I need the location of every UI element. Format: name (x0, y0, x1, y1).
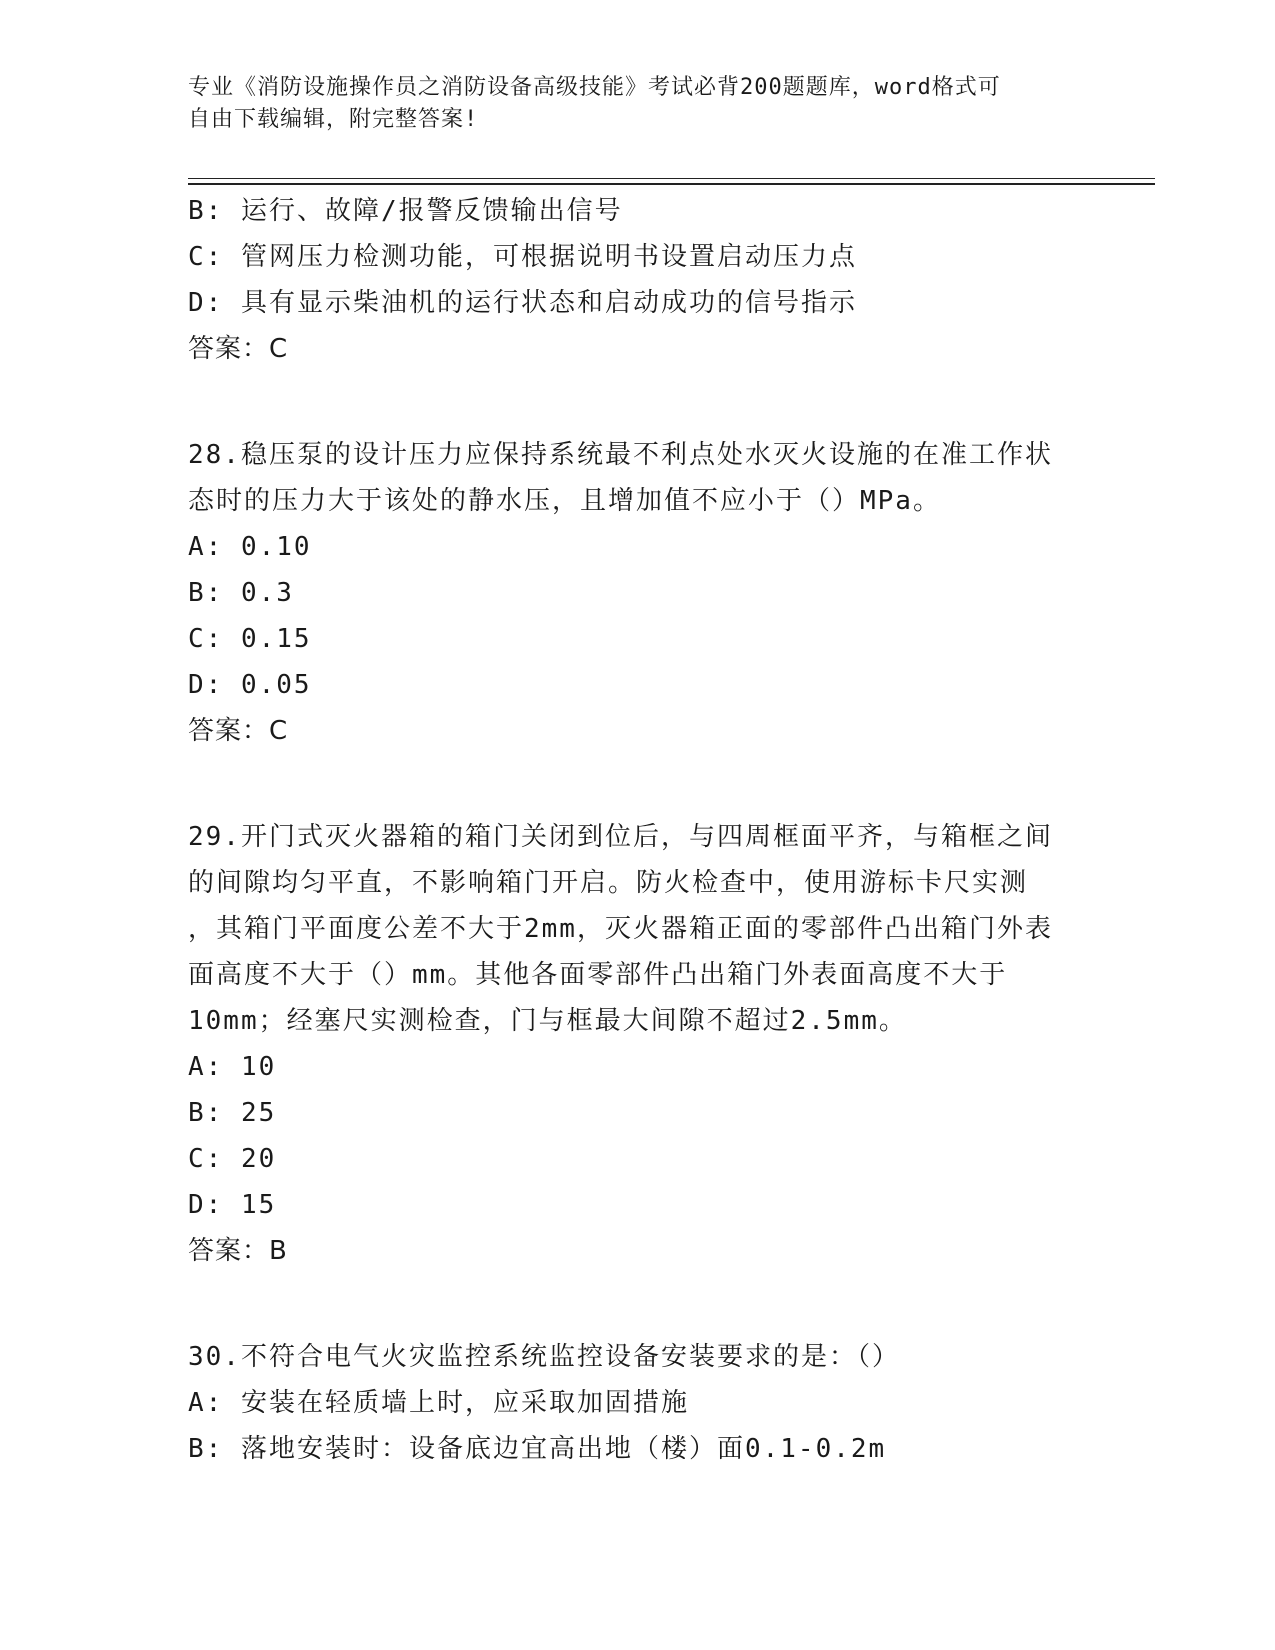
question-27-tail (188, 188, 1088, 372)
option-c: C: 0.15 (188, 624, 312, 654)
option-d: D: 具有显示柴油机的运行状态和启动成功的信号指示 (188, 288, 857, 318)
answer: 答案：B (188, 1236, 288, 1266)
question-stem-line: 30.不符合电气火灾监控系统监控设备安装要求的是：（） (188, 1342, 900, 1372)
option-a: A: 0.10 (188, 532, 312, 562)
header-line-2: 自由下载编辑，附完整答案! (188, 107, 479, 132)
header-line-1: 专业《消防设施操作员之消防设备高级技能》考试必背200题题库，word格式可 (188, 75, 1001, 100)
option-c: C: 20 (188, 1144, 277, 1174)
question-stem-line: 面高度不大于（）mm。其他各面零部件凸出箱门外表面高度不大于 (188, 960, 1008, 990)
question-30 (188, 1334, 1088, 1472)
question-stem-line: ，其箱门平面度公差不大于2mm，灭火器箱正面的零部件凸出箱门外表 (188, 914, 1053, 944)
option-c: C: 管网压力检测功能，可根据说明书设置启动压力点 (188, 242, 857, 272)
question-stem-line: 的间隙均匀平直，不影响箱门开启。防火检查中，使用游标卡尺实测 (188, 868, 1029, 898)
option-b: B: 运行、故障/报警反馈输出信号 (188, 196, 623, 226)
option-d: D: 0.05 (188, 670, 312, 700)
question-28 (188, 432, 1088, 754)
question-stem-line: 态时的压力大于该处的静水压，且增加值不应小于（）MPa。 (188, 486, 941, 516)
option-d: D: 15 (188, 1190, 277, 1220)
question-stem-line: 28.稳压泵的设计压力应保持系统最不利点处水灭火设施的在准工作状 (188, 440, 1053, 470)
question-29 (188, 814, 1088, 1274)
question-stem-line: 10mm；经塞尺实测检查，门与框最大间隙不超过2.5mm。 (188, 1006, 907, 1036)
option-a: A: 安装在轻质墙上时，应采取加固措施 (188, 1388, 689, 1418)
header-divider-thin (188, 178, 1155, 179)
question-stem-line: 29.开门式灭火器箱的箱门关闭到位后，与四周框面平齐，与箱框之间 (188, 822, 1053, 852)
option-b: B: 落地安装时：设备底边宜高出地（楼）面0.1-0.2m (188, 1434, 887, 1464)
answer: 答案：C (188, 716, 289, 746)
option-a: A: 10 (188, 1052, 277, 1082)
option-b: B: 0.3 (188, 578, 294, 608)
header-divider-thick (188, 183, 1155, 185)
answer: 答案：C (188, 334, 289, 364)
document-header (188, 72, 1068, 136)
option-b: B: 25 (188, 1098, 277, 1128)
question-list (188, 188, 1088, 1472)
